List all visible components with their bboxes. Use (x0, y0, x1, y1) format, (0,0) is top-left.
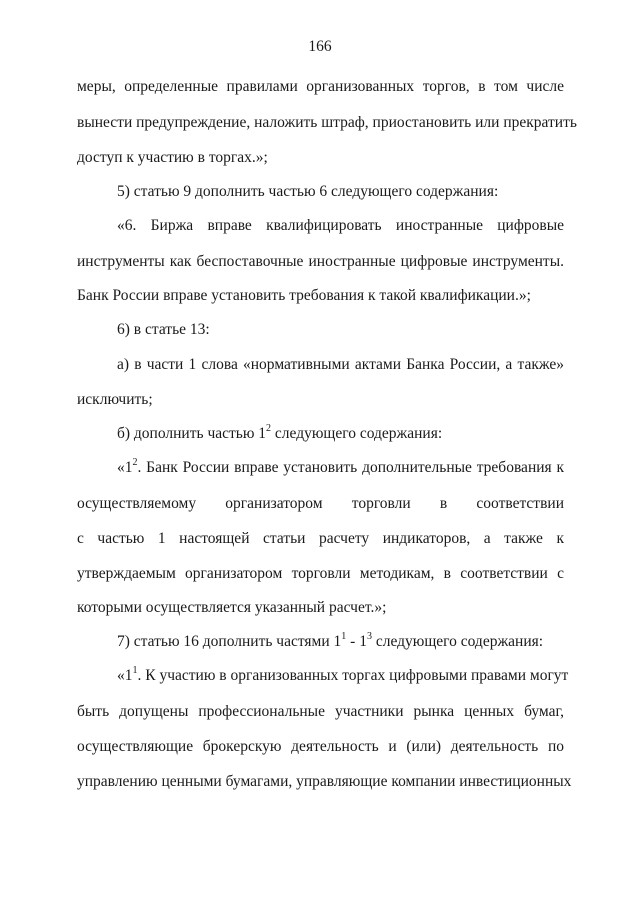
text-line (77, 598, 564, 618)
text-line (77, 564, 564, 584)
text-segment: а) в части 1 слова «нормативными актами Банка России, а также» (117, 356, 564, 373)
text-segment: «6. Биржа вправе квалифицировать иностранные цифровые (117, 217, 564, 234)
text-segment: б) дополнить частью 1 (117, 425, 267, 442)
text-line (77, 390, 564, 410)
text-segment: 5) статью 9 дополнить частью 6 следующего содержания: (117, 183, 499, 200)
text-segment: . К участию в организованных торгах цифровыми правами могут (137, 667, 569, 684)
text-line (77, 702, 564, 722)
text-line (117, 664, 569, 686)
text-segment: следующего содержания: (371, 633, 544, 650)
text-segment: следующего содержания: (271, 425, 443, 442)
text-segment: «1 (117, 459, 133, 476)
text-segment: . Банк России вправе установить дополнительные требования к (137, 459, 564, 476)
text-line (117, 458, 564, 478)
text-segment: инструменты как беспоставочные иностранные цифровые инструменты. (77, 253, 564, 270)
text-segment: 6) в статье 13: (117, 321, 210, 338)
superscript: 1 (341, 630, 347, 642)
text-segment: быть допущены профессиональные участники рынка ценных бумаг, (77, 703, 564, 720)
superscript: 2 (266, 422, 272, 434)
text-line (117, 320, 564, 340)
text-line (77, 113, 577, 133)
text-segment: Банк России вправе установить требования к такой квалификации.»; (77, 287, 531, 304)
text-line (77, 286, 564, 306)
text-line (77, 529, 564, 549)
text-line (77, 148, 564, 168)
text-line (117, 632, 564, 652)
superscript: 1 (132, 664, 138, 676)
text-segment: вынести предупреждение, наложить штраф, приостановить или прекратить (77, 114, 577, 131)
text-segment: меры, определенные правилами организованных торгов, в том числе (77, 78, 564, 95)
text-segment: которыми осуществляется указанный расчет.»; (77, 599, 387, 616)
text-line (77, 252, 564, 272)
page-number: 166 (308, 38, 332, 55)
text-line (117, 355, 564, 375)
text-segment: осуществляющие брокерскую деятельность и (или) деятельность по (77, 738, 564, 755)
text-segment: осуществляемому организатором торговли в соответствии (77, 495, 564, 512)
text-segment: доступ к участию в торгах.»; (77, 149, 268, 166)
text-segment: управлению ценными бумагами, управляющие компании инвестиционных (77, 773, 572, 790)
text-segment: с частью 1 настоящей статьи расчету индикаторов, а также к (77, 530, 564, 547)
superscript: 2 (132, 456, 138, 468)
superscript: 3 (366, 630, 372, 642)
text-segment: «1 (117, 667, 133, 684)
text-line (117, 424, 564, 444)
text-line (117, 216, 564, 236)
text-segment: 7) статью 16 дополнить частями 1 (117, 633, 342, 650)
text-line (77, 737, 564, 757)
text-segment: - 1 (346, 633, 367, 650)
text-segment: утверждаемым организатором торговли методикам, в соответствии с (77, 565, 564, 582)
text-line (77, 772, 572, 792)
text-segment: исключить; (77, 391, 153, 408)
text-line (77, 77, 564, 97)
text-line (117, 182, 564, 202)
text-line (77, 494, 564, 514)
